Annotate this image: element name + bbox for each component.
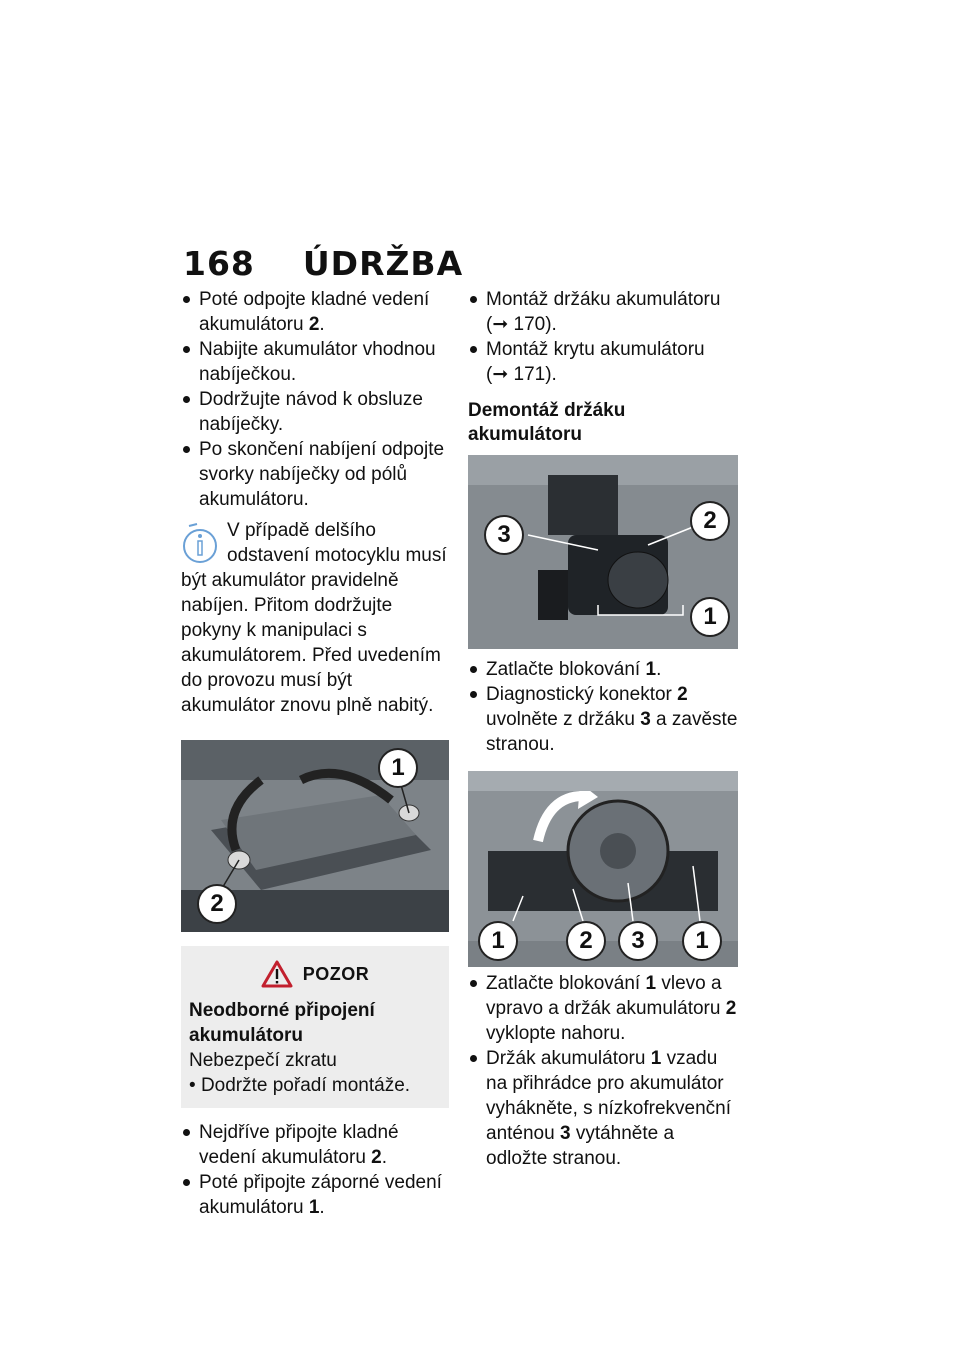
figure-label: 1 — [378, 748, 418, 788]
chapter-title: ÚDRŽBA — [302, 244, 464, 283]
section-heading: Demontáž držáku akumulátoru — [468, 400, 626, 445]
warning-triangle-icon — [261, 960, 293, 988]
step-list-bottom-right — [468, 971, 740, 1171]
warning-header — [189, 960, 441, 988]
step-item: Zatlačte blokování 1 vlevo a vpravo a držák akumulátoru 2 vyklopte nahoru. — [468, 971, 740, 1046]
step-item: Dodržujte návod k obsluze nabíječky. — [181, 387, 449, 437]
info-note — [181, 518, 449, 718]
step-list-refs — [468, 287, 740, 387]
page-ref-arrow-icon: ➞ — [492, 364, 509, 385]
left-column — [181, 287, 449, 1220]
warning-text: Nebezpečí zkratu — [189, 1050, 337, 1071]
figure-label: 2 — [197, 884, 237, 924]
page-header — [183, 244, 463, 283]
info-icon — [181, 522, 219, 566]
step-item: Nabijte akumulátor vhodnou nabíječkou. — [181, 337, 449, 387]
step-item: Držák akumulátoru 1 vzadu na přihrádce pro akumulátor vyhákněte, s nízkofrekvenční anténou 3 vytáhněte a odložte stranou. — [468, 1046, 740, 1171]
diagnostic-connector-figure — [468, 455, 738, 649]
battery-terminal-figure — [181, 740, 449, 932]
figure-label: 2 — [566, 921, 606, 961]
step-item: Poté připojte záporné vedení akumulátoru 1. — [181, 1170, 449, 1220]
figure-label: 3 — [484, 515, 524, 555]
step-item: Zatlačte blokování 1. — [468, 657, 740, 682]
warning-box — [181, 946, 449, 1108]
figure-label: 3 — [618, 921, 658, 961]
figure-label: 2 — [690, 501, 730, 541]
step-item: Montáž držáku akumulátoru (➞ 170). — [468, 287, 740, 337]
warning-label: POZOR — [302, 963, 370, 984]
step-list-mid — [468, 657, 740, 757]
battery-holder-figure — [468, 771, 738, 967]
step-list-top — [181, 287, 449, 512]
step-item: Montáž krytu akumulátoru (➞ 171). — [468, 337, 740, 387]
page-ref-arrow-icon: ➞ — [492, 314, 509, 335]
figure-label: 1 — [478, 921, 518, 961]
step-item: Diagnostický konektor 2 uvolněte z držáku 3 a zavěste stranou. — [468, 682, 740, 757]
page-number: 168 — [183, 244, 255, 283]
figure-label: 1 — [690, 597, 730, 637]
right-column — [468, 287, 740, 1171]
step-item: Po skončení nabíjení odpojte svorky nabíječky od pólů akumulátoru. — [181, 437, 449, 512]
info-text: V případě delšího odstavení motocyklu musí být akumulátor pravidelně nabíjen. Přitom dodržujte pokyny k manipulaci s akumulátorem. Před uvedením do provozu musí být akumulátor znovu plně nabitý. — [181, 520, 447, 716]
figure-label: 1 — [682, 921, 722, 961]
warning-bullet: • Dodržte pořadí montáže. — [189, 1075, 411, 1096]
step-item: Nejdříve připojte kladné vedení akumulátoru 2. — [181, 1120, 449, 1170]
warning-title: Neodborné připojení akumulátoru — [189, 1000, 375, 1046]
step-list-bottom — [181, 1120, 449, 1220]
step-item: Poté odpojte kladné vedení akumulátoru 2. — [181, 287, 449, 337]
